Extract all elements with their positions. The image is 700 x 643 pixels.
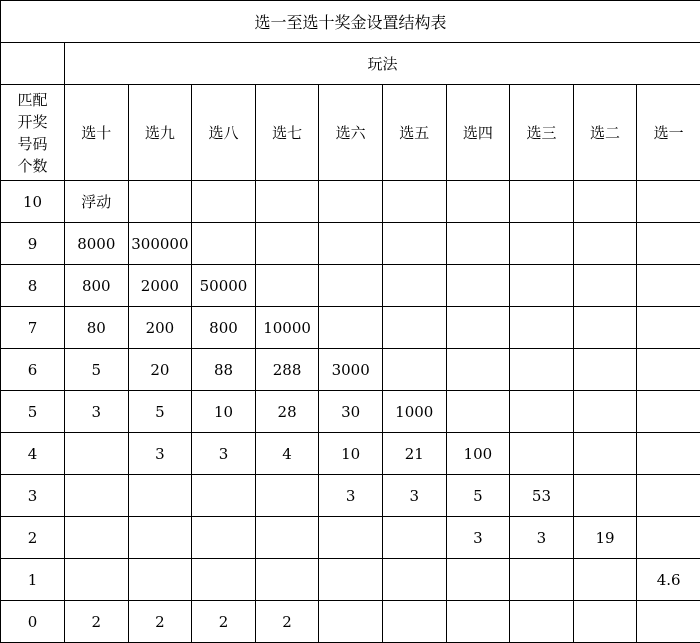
prize-cell — [128, 517, 192, 559]
prize-cell — [255, 223, 319, 265]
prize-cell: 50000 — [192, 265, 256, 307]
prize-cell: 3000 — [319, 349, 383, 391]
play-group-header: 玩法 — [65, 43, 700, 85]
table-row — [1, 265, 700, 307]
prize-cell: 8000 — [65, 223, 129, 265]
table-row — [1, 517, 700, 559]
prize-cell — [65, 517, 129, 559]
prize-cell: 浮动 — [65, 181, 129, 223]
prize-cell: 53 — [510, 475, 574, 517]
prize-cell — [637, 433, 700, 475]
prize-cell — [573, 391, 637, 433]
prize-cell — [382, 559, 446, 601]
prize-cell — [573, 559, 637, 601]
table-row — [1, 181, 700, 223]
match-count-cell: 2 — [1, 517, 65, 559]
prize-cell — [319, 307, 383, 349]
column-header: 选二 — [573, 85, 637, 181]
prize-cell — [446, 391, 510, 433]
prize-cell — [510, 391, 574, 433]
column-header: 选六 — [319, 85, 383, 181]
prize-cell — [637, 601, 700, 643]
prize-cell — [446, 559, 510, 601]
prize-cell — [128, 475, 192, 517]
prize-cell: 100 — [446, 433, 510, 475]
prize-cell — [382, 517, 446, 559]
column-header: 选一 — [637, 85, 700, 181]
prize-cell: 4.6 — [637, 559, 700, 601]
column-header: 选九 — [128, 85, 192, 181]
prize-cell — [65, 433, 129, 475]
prize-cell — [510, 223, 574, 265]
prize-cell: 2 — [255, 601, 319, 643]
prize-cell — [192, 475, 256, 517]
prize-cell — [255, 181, 319, 223]
prize-cell: 2 — [192, 601, 256, 643]
match-count-cell: 4 — [1, 433, 65, 475]
prize-cell: 10 — [319, 433, 383, 475]
table-row — [1, 307, 700, 349]
prize-cell — [382, 307, 446, 349]
match-count-cell: 9 — [1, 223, 65, 265]
prize-cell — [573, 601, 637, 643]
prize-cell — [573, 349, 637, 391]
prize-cell — [382, 601, 446, 643]
prize-cell — [510, 265, 574, 307]
prize-cell — [319, 181, 383, 223]
table-row — [1, 475, 700, 517]
match-count-header: 匹配开奖号码个数 — [1, 85, 65, 181]
prize-cell: 3 — [65, 391, 129, 433]
prize-cell: 10000 — [255, 307, 319, 349]
prize-cell — [255, 517, 319, 559]
prize-cell: 1000 — [382, 391, 446, 433]
prize-cell: 2000 — [128, 265, 192, 307]
prize-cell — [637, 223, 700, 265]
prize-cell: 5 — [446, 475, 510, 517]
prize-cell — [446, 601, 510, 643]
prize-cell — [446, 181, 510, 223]
match-count-cell: 10 — [1, 181, 65, 223]
prize-cell — [573, 265, 637, 307]
prize-cell: 21 — [382, 433, 446, 475]
prize-cell: 300000 — [128, 223, 192, 265]
prize-cell — [319, 559, 383, 601]
prize-cell — [319, 517, 383, 559]
table-row — [1, 433, 700, 475]
prize-cell: 3 — [510, 517, 574, 559]
prize-cell — [510, 433, 574, 475]
prize-cell — [573, 433, 637, 475]
prize-cell: 10 — [192, 391, 256, 433]
title-row — [1, 1, 700, 43]
table-row — [1, 223, 700, 265]
prize-cell — [637, 475, 700, 517]
prize-cell — [192, 517, 256, 559]
prize-cell — [510, 601, 574, 643]
prize-cell: 28 — [255, 391, 319, 433]
table-row — [1, 391, 700, 433]
prize-cell: 3 — [319, 475, 383, 517]
prize-cell — [65, 475, 129, 517]
prize-cell: 3 — [128, 433, 192, 475]
prize-cell — [382, 181, 446, 223]
column-header: 选十 — [65, 85, 129, 181]
prize-cell — [255, 475, 319, 517]
prize-cell — [637, 517, 700, 559]
prize-cell: 5 — [128, 391, 192, 433]
prize-cell: 3 — [382, 475, 446, 517]
prize-cell — [446, 349, 510, 391]
prize-cell: 288 — [255, 349, 319, 391]
prize-cell — [510, 559, 574, 601]
prize-cell — [382, 265, 446, 307]
match-count-cell: 0 — [1, 601, 65, 643]
match-count-cell: 7 — [1, 307, 65, 349]
prize-cell — [128, 559, 192, 601]
prize-cell — [382, 223, 446, 265]
prize-cell — [192, 559, 256, 601]
prize-cell — [510, 349, 574, 391]
prize-cell — [446, 307, 510, 349]
table-row — [1, 601, 700, 643]
prize-cell — [573, 307, 637, 349]
prize-cell: 80 — [65, 307, 129, 349]
prize-cell — [510, 307, 574, 349]
prize-cell — [637, 349, 700, 391]
prize-cell — [382, 349, 446, 391]
prize-cell — [573, 223, 637, 265]
prize-cell: 88 — [192, 349, 256, 391]
prize-cell — [319, 265, 383, 307]
table-row — [1, 349, 700, 391]
prize-cell: 20 — [128, 349, 192, 391]
corner-cell — [1, 43, 65, 85]
column-header-row — [1, 85, 700, 181]
prize-cell — [192, 181, 256, 223]
column-header: 选八 — [192, 85, 256, 181]
prize-cell: 2 — [65, 601, 129, 643]
prize-cell — [65, 559, 129, 601]
column-header: 选三 — [510, 85, 574, 181]
prize-cell — [573, 181, 637, 223]
prize-cell — [637, 391, 700, 433]
prize-cell: 30 — [319, 391, 383, 433]
prize-cell: 5 — [65, 349, 129, 391]
prize-cell — [446, 265, 510, 307]
prize-cell: 2 — [128, 601, 192, 643]
prize-cell: 3 — [192, 433, 256, 475]
prize-cell — [446, 223, 510, 265]
prize-cell: 3 — [446, 517, 510, 559]
prize-cell — [319, 601, 383, 643]
prize-cell — [637, 265, 700, 307]
prize-cell: 800 — [192, 307, 256, 349]
prize-cell — [573, 475, 637, 517]
prize-cell — [192, 223, 256, 265]
group-row — [1, 43, 700, 85]
table-row — [1, 559, 700, 601]
table-title: 选一至选十奖金设置结构表 — [1, 1, 700, 43]
column-header: 选五 — [382, 85, 446, 181]
prize-cell: 19 — [573, 517, 637, 559]
match-count-cell: 3 — [1, 475, 65, 517]
match-count-cell: 8 — [1, 265, 65, 307]
prize-cell — [510, 181, 574, 223]
prize-cell: 4 — [255, 433, 319, 475]
prize-cell — [637, 181, 700, 223]
prize-cell: 800 — [65, 265, 129, 307]
match-count-cell: 1 — [1, 559, 65, 601]
prize-cell — [637, 307, 700, 349]
prize-cell — [319, 223, 383, 265]
prize-cell — [128, 181, 192, 223]
match-count-cell: 6 — [1, 349, 65, 391]
column-header: 选七 — [255, 85, 319, 181]
prize-cell — [255, 265, 319, 307]
column-header: 选四 — [446, 85, 510, 181]
prize-cell: 200 — [128, 307, 192, 349]
prize-cell — [255, 559, 319, 601]
match-count-cell: 5 — [1, 391, 65, 433]
